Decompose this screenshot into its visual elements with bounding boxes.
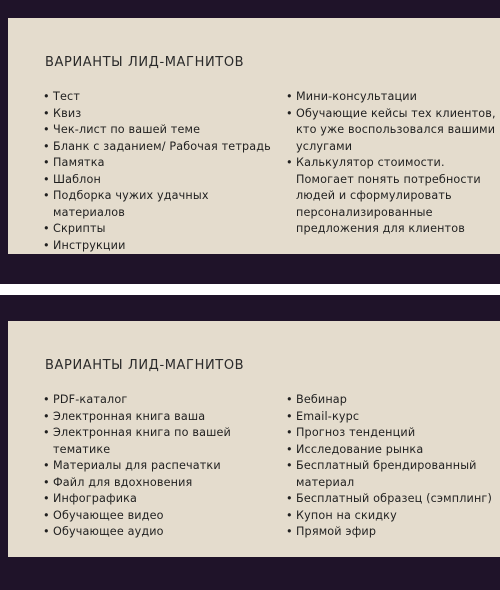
list-item: • Бесплатный брендированный материал	[286, 458, 496, 491]
list-item: • Вебинар	[286, 392, 496, 409]
list-item: • Мини-консультации	[286, 89, 496, 106]
list-item: • Email-курс	[286, 409, 496, 426]
right-list	[286, 392, 496, 541]
list-item: • Бесплатный образец (сэмплинг)	[286, 491, 496, 508]
list-item: • Прогноз тенденций	[286, 425, 496, 442]
list-item: • Шаблон	[43, 172, 283, 189]
list-item: • Обучающее видео	[43, 508, 283, 525]
slide-frame-top	[0, 0, 500, 284]
content-card-top	[8, 18, 500, 254]
list-item: • Тест	[43, 89, 283, 106]
list-item: • Электронная книга ваша	[43, 409, 283, 426]
list-item: • Квиз	[43, 106, 283, 123]
left-list	[43, 89, 283, 254]
list-item: • Файл для вдохновения	[43, 475, 283, 492]
list-item: • PDF-каталог	[43, 392, 283, 409]
list-item: • Обучающее аудио	[43, 524, 283, 541]
content-card-bottom	[8, 321, 500, 557]
list-item: • Калькулятор стоимости. Помогает понять потребности людей и сформулировать персонализированные предложения для клиентов	[286, 155, 496, 238]
left-list	[43, 392, 283, 541]
list-item: • Памятка	[43, 155, 283, 172]
list-item: • Инструкции	[43, 238, 283, 255]
list-item: • Материалы для распечатки	[43, 458, 283, 475]
right-list	[286, 89, 496, 238]
list-item: • Чек-лист по вашей теме	[43, 122, 283, 139]
list-item: • Исследование рынка	[286, 442, 496, 459]
list-item: • Прямой эфир	[286, 524, 496, 541]
list-item: • Бланк с заданием/ Рабочая тетрадь	[43, 139, 283, 156]
list-item: • Купон на скидку	[286, 508, 496, 525]
list-item: • Подборка чужих удачных материалов	[43, 188, 283, 221]
card-title: ВАРИАНТЫ ЛИД-МАГНИТОВ	[45, 358, 245, 373]
list-item: • Скрипты	[43, 221, 283, 238]
list-item: • Обучающие кейсы тех клиентов, кто уже воспользовался вашими услугами	[286, 106, 496, 156]
list-item: • Электронная книга по вашей тематике	[43, 425, 283, 458]
card-title: ВАРИАНТЫ ЛИД-МАГНИТОВ	[45, 55, 245, 70]
list-item: • Инфографика	[43, 491, 283, 508]
slide-frame-bottom	[0, 295, 500, 590]
